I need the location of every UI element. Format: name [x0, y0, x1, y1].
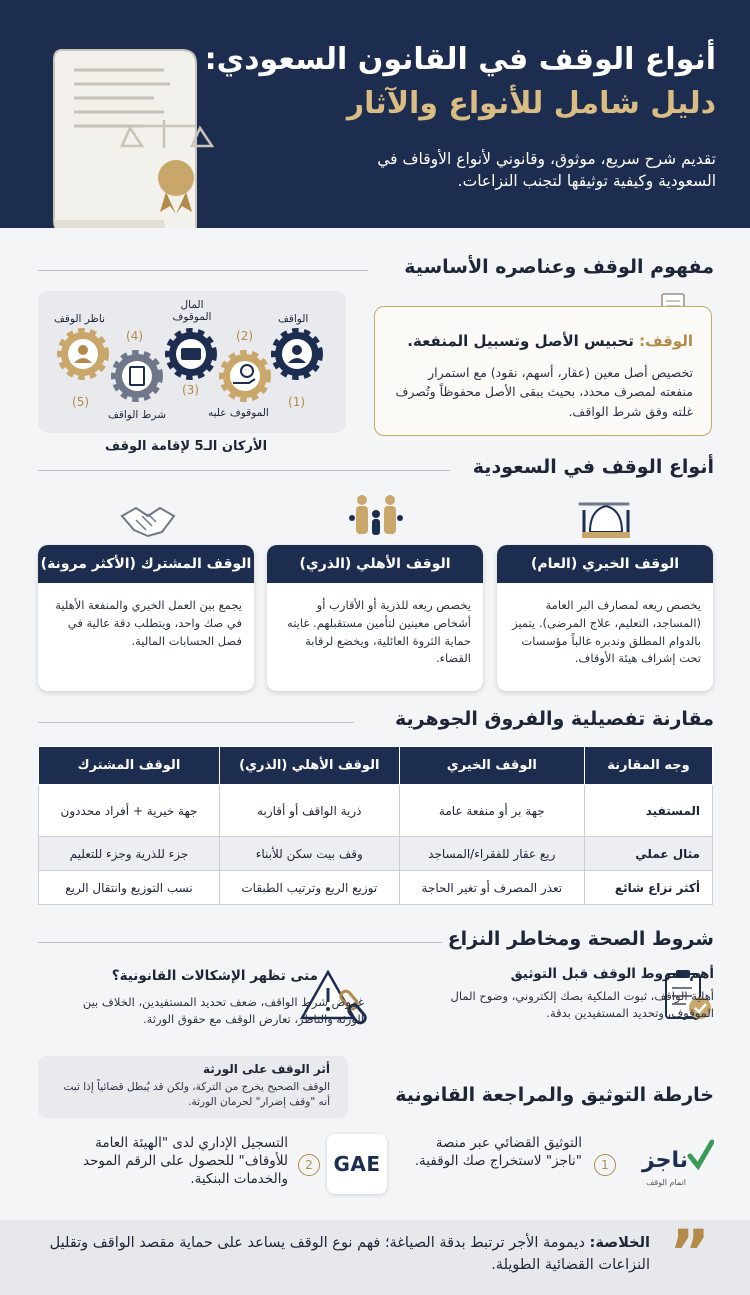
- step-number: 1: [594, 1154, 616, 1176]
- type-card-body: يخصص ريعه لمصارف البر العامة (المساجد، التعليم، علاج المرضى). يتميز بالدوام المطلق وندبره غالباً مؤسسات تحت إشراف هيئة الأوقاف.: [512, 598, 701, 666]
- divider: [38, 722, 354, 723]
- section-title-roadmap: خارطة التوثيق والمراجعة القانونية: [395, 1084, 714, 1106]
- conclusion-text: [35, 1232, 650, 1277]
- pillar-label: المال الموقوف: [172, 299, 212, 323]
- step-number: 2: [298, 1154, 320, 1176]
- conclusion-bar: [0, 1216, 750, 1295]
- type-card-joint: [38, 545, 254, 691]
- nagez-logo: [630, 1136, 714, 1196]
- quote-icon: ”: [669, 1216, 710, 1289]
- conditions-title: أهم شروط الوقف قبل التوثيق: [510, 966, 714, 982]
- table-cell: وقف بيت سكن للأبناء: [219, 837, 399, 871]
- heirs-impact-box: [38, 1056, 348, 1118]
- step-text: التسجيل الإداري لدى "الهيئة العامة للأوقاف" للحصول على الرقم الموحد والخدمات البنكية.: [82, 1135, 288, 1188]
- table-header-row: [39, 747, 713, 785]
- definition-head-text: تحبيس الأصل وتسبيل المنفعة.: [407, 332, 640, 350]
- pillar-label: ناظر الوقف: [54, 313, 106, 325]
- type-card-charitable: [497, 545, 713, 691]
- heirs-title: أثر الوقف على الورثة: [203, 1062, 330, 1076]
- table-cell: ريع عقار للفقراء/المساجد: [399, 837, 584, 871]
- section-title-comparison: مقارنة تفصيلية والفروق الجوهرية: [395, 708, 714, 730]
- type-card-family: [267, 545, 483, 691]
- definition-heading: [407, 332, 693, 350]
- family-icon: [346, 490, 406, 542]
- type-card-title: الوقف الأهلي (الذري): [267, 545, 483, 583]
- table-cell: ذرية الواقف أو أقاربه: [219, 785, 399, 837]
- nagez-logo-sub: اتمام الوقف: [646, 1178, 686, 1187]
- type-card-title: الوقف المشترك (الأكثر مرونة): [38, 545, 254, 583]
- supervisor-gear-icon: [56, 327, 110, 381]
- issues-body: غموض شرط الواقف، ضعف تحديد المستفيدين، الخلاف بين الورثة والناظر، تعارض الوقف مع حقوق الورثة.: [82, 995, 364, 1027]
- founder-gear-icon: [270, 327, 324, 381]
- conditions-body: أهلية الواقف، ثبوت الملكية بصك إلكتروني، وضوح المال الموقوف، وتحديد المستفيدين بدقة.: [450, 989, 714, 1021]
- divider: [38, 942, 442, 943]
- type-card-body: يجمع بين العمل الخيري والمنفعة الأهلية في صك واحد، ويتطلب دقة عالية في فصل الحسابات المالية.: [55, 598, 242, 648]
- divider: [38, 470, 450, 471]
- divider: [38, 270, 368, 271]
- hero-banner: [0, 0, 750, 228]
- conclusion-label: الخلاصة:: [589, 1235, 650, 1251]
- handshake-icon: [118, 494, 178, 546]
- pillar-number: (5): [72, 395, 90, 409]
- table-header-cell: الوقف الخيري: [399, 747, 584, 785]
- type-card-body: يخصص ريعه للذرية أو الأقارب أو أشخاص معينين لتأمين مستقبلهم. غايته حماية الثروة العائلية، ويخضع لرقابة القضاء.: [287, 598, 471, 666]
- asset-gear-icon: [164, 327, 218, 381]
- pillars-panel: [38, 291, 346, 433]
- pillar-label: شرط الواقف: [108, 409, 166, 421]
- table-row: [39, 785, 713, 837]
- table-cell: نسب التوزيع وانتقال الريع: [39, 871, 220, 905]
- pillar-number: (3): [182, 383, 200, 397]
- definition-label: الوقف:: [639, 332, 693, 350]
- heirs-body: الوقف الصحيح يخرج من التركة، ولكن قد يُبطل قضائياً إذا ثبت أنه "وقف إضرار" لحرمان الورثة.: [63, 1081, 330, 1109]
- nagez-logo-text: ناجز: [641, 1148, 688, 1173]
- table-header-cell: الوقف المشترك: [39, 747, 220, 785]
- table-row-header: مثال عملي: [585, 837, 713, 871]
- condition-gear-icon: [110, 349, 164, 403]
- pillar-number: (4): [126, 329, 144, 343]
- comparison-table: [38, 746, 713, 905]
- table-header-cell: الوقف الأهلي (الذري): [219, 747, 399, 785]
- table-row: [39, 871, 713, 905]
- table-cell: جهة خيرية + أفراد محددون: [39, 785, 220, 837]
- table-cell: توزيع الريع وترتيب الطبقات: [219, 871, 399, 905]
- table-cell: جهة بر أو منفعة عامة: [399, 785, 584, 837]
- pillar-label: الواقف: [278, 313, 309, 325]
- conclusion-body: ديمومة الأجر ترتبط بدقة الصياغة؛ فهم نوع الوقف يساعد على حماية مقصد الواقف وتقليل النزاعات القضائية الطويلة.: [49, 1235, 650, 1274]
- section-title-validity: شروط الصحة ومخاطر النزاع: [447, 928, 714, 950]
- scroll-document-icon: [44, 40, 214, 228]
- gae-logo: GAE: [327, 1134, 387, 1194]
- definition-card: [374, 306, 712, 436]
- mosque-icon: [576, 490, 636, 542]
- definition-body: تخصيص أصل معين (عقار، أسهم، نقود) مع استمرار منفعته لمصرف محدد، بحيث يبقى الأصل محفوظاً وتُصرف غلته وفق شرط الواقف.: [395, 365, 693, 419]
- table-header-cell: وجه المقارنة: [585, 747, 713, 785]
- pillar-number: (1): [288, 395, 306, 409]
- step-text: التوثيق القضائي عبر منصة "ناجز" لاستخراج صك الوقفية.: [414, 1135, 582, 1170]
- table-row-header: أكثر نزاع شائع: [585, 871, 713, 905]
- section-title-types: أنواع الوقف في السعودية: [472, 456, 714, 478]
- beneficiary-gear-icon: [218, 349, 272, 403]
- table-cell: جزء للذرية وجزء للتعليم: [39, 837, 220, 871]
- pillar-label: الموقوف عليه: [208, 407, 269, 419]
- pillar-number: (2): [236, 329, 254, 343]
- type-card-title: الوقف الخيري (العام): [497, 545, 713, 583]
- issues-title: متى تظهر الإشكالات القانونية؟: [111, 968, 318, 984]
- table-cell: تعذر المصرف أو تغير الحاجة: [399, 871, 584, 905]
- page-subtitle: دليل شامل للأنواع والآثار: [346, 86, 716, 121]
- pillars-caption: الأركان الـ5 لإقامة الوقف: [105, 439, 268, 454]
- table-row-header: المستفيد: [585, 785, 713, 837]
- page-intro: تقديم شرح سريع، موثوق، وقانوني لأنواع الأوقاف في السعودية وكيفية توثيقها لتجنب النزاعات.: [377, 150, 716, 191]
- page-title: أنواع الوقف في القانون السعودي:: [204, 42, 716, 77]
- nagez-check-icon: [686, 1138, 714, 1172]
- section-title-concept: مفهوم الوقف وعناصره الأساسية: [404, 256, 714, 278]
- table-row: [39, 837, 713, 871]
